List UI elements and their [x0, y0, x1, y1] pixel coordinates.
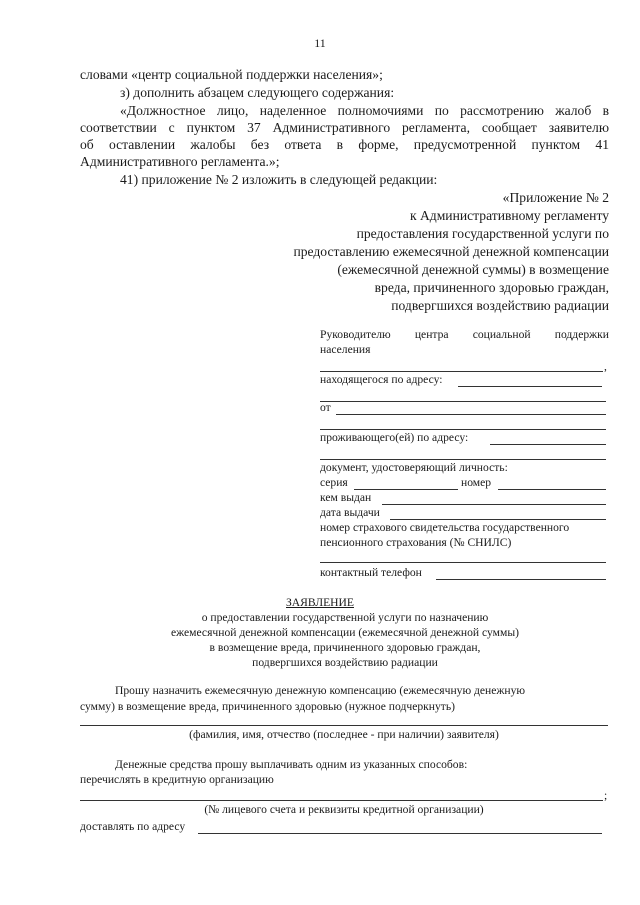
phone-field[interactable]: [436, 579, 606, 580]
statement-subtitle-1: о предоставлении государственной услуги по назначению: [201, 611, 489, 624]
residing-label: проживающего(ей) по адресу:: [320, 431, 469, 444]
issued-by-label: кем выдан: [320, 491, 372, 504]
appendix-line-1: «Приложение № 2: [502, 190, 609, 205]
request-line-1: Прошу назначить ежемесячную денежную компенсацию (ежемесячную денежную: [115, 684, 526, 697]
fio-field[interactable]: [80, 725, 608, 726]
series-label: серия: [320, 476, 348, 489]
snils-label-2: пенсионного страхования (№ СНИЛС): [320, 536, 512, 549]
request-line-2: сумму) в возмещение вреда, причиненного здоровью (нужное подчеркнуть): [80, 700, 455, 713]
addressee-comma: ,: [604, 360, 607, 373]
payment-line-2: перечислять в кредитную организацию: [80, 773, 274, 786]
appendix-line-4: предоставлению ежемесячной денежной компенсации: [293, 244, 609, 259]
document-label: документ, удостоверяющий личность:: [320, 461, 508, 474]
appendix-line-5: (ежемесячной денежной суммы) в возмещение: [337, 262, 609, 277]
appendix-line-2: к Административному регламенту: [409, 208, 609, 223]
quote-line-4: Административного регламента.»;: [80, 154, 280, 169]
deliver-label: доставлять по адресу: [80, 820, 186, 833]
location-label: находящегося по адресу:: [320, 373, 443, 386]
appendix-line-7: подвергшихся воздействию радиации: [391, 298, 609, 313]
appendix-line-6: вреда, причиненного здоровью граждан,: [374, 280, 609, 295]
quote-line-2: соответствии с пунктом 37 Административного регламента, сообщает заявителю: [80, 120, 609, 135]
residing-field[interactable]: [490, 444, 606, 445]
page-number: 11: [314, 36, 326, 50]
from-field[interactable]: [336, 414, 606, 415]
intro-line-1: словами «центр социальной поддержки населения»;: [80, 67, 383, 82]
payment-semicolon: ;: [604, 789, 608, 802]
from-field-2[interactable]: [320, 429, 606, 430]
payment-line-1: Денежные средства прошу выплачивать одним из указанных способов:: [115, 758, 468, 771]
deliver-address-field[interactable]: [198, 833, 602, 834]
issue-date-field[interactable]: [390, 519, 606, 520]
number-field[interactable]: [498, 489, 606, 490]
appendix-line-3: предоставления государственной услуги по: [356, 226, 609, 241]
addressee-line-2: населения: [320, 343, 371, 356]
bank-account-field[interactable]: [80, 800, 603, 801]
location-field-2[interactable]: [320, 401, 606, 402]
phone-label: контактный телефон: [320, 566, 422, 579]
from-label: от: [320, 401, 331, 414]
statement-subtitle-4: подвергшихся воздействию радиации: [252, 656, 438, 669]
statement-subtitle-3: в возмещение вреда, причиненного здоровью граждан,: [209, 641, 481, 654]
fio-caption: (фамилия, имя, отчество (последнее - при наличии) заявителя): [189, 728, 499, 741]
intro-item-41: 41) приложение № 2 изложить в следующей редакции:: [120, 172, 438, 187]
snils-field[interactable]: [320, 562, 606, 563]
quote-line-3: об оставлении жалобы без ответа в форме, предусмотренной пунктом 41: [80, 137, 609, 152]
series-field[interactable]: [354, 489, 458, 490]
account-caption: (№ лицевого счета и реквизиты кредитной организации): [204, 803, 484, 816]
issue-date-label: дата выдачи: [320, 506, 380, 519]
snils-label-1: номер страхового свидетельства государственного: [320, 521, 570, 534]
statement-subtitle-2: ежемесячной денежной компенсации (ежемесячной денежной суммы): [171, 626, 519, 639]
number-label: номер: [461, 476, 492, 489]
intro-line-2: з) дополнить абзацем следующего содержания:: [120, 85, 395, 100]
addressee-name-field[interactable]: [320, 371, 603, 372]
residing-field-2[interactable]: [320, 459, 606, 460]
location-field[interactable]: [458, 386, 602, 387]
issued-by-field[interactable]: [382, 504, 606, 505]
quote-line-1: «Должностное лицо, наделенное полномочиями по рассмотрению жалоб в: [120, 103, 609, 118]
addressee-line-1: Руководителю центра социальной поддержки: [320, 328, 609, 341]
statement-title: ЗАЯВЛЕНИЕ: [286, 596, 354, 609]
